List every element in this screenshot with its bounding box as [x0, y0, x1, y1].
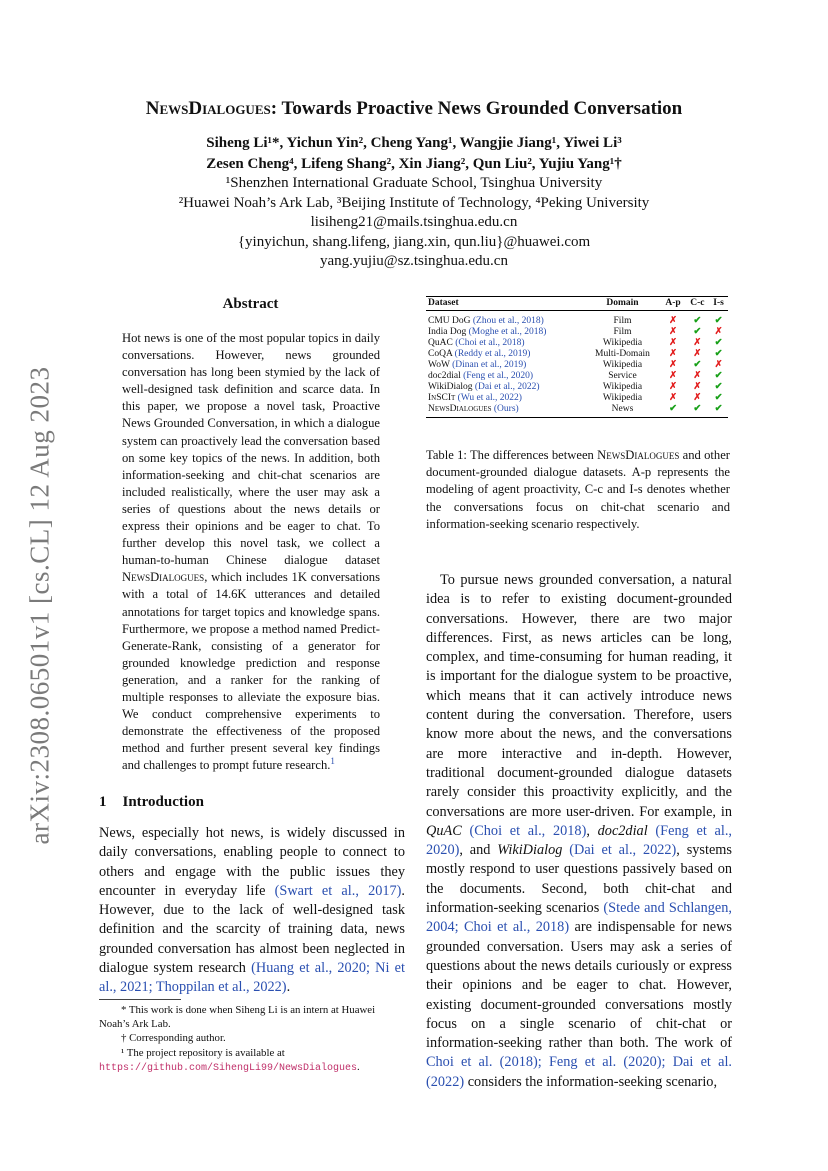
dataset-name: NewsDialogues	[122, 570, 205, 585]
table-row	[426, 382, 728, 393]
check-mark-icon: ✔	[686, 404, 710, 418]
dataset-cell	[426, 382, 584, 393]
check-mark-icon: ✔	[714, 349, 723, 359]
cross-mark-icon: ✗	[693, 338, 702, 348]
cross-mark-icon: ✗	[669, 371, 678, 381]
table-row	[426, 404, 728, 418]
table-header-cc: C-c	[686, 297, 710, 311]
abstract-body: Hot news is one of the most popular topics in daily conversations. However, news grounded conversation has long been stymied by the lack of well-designed task definition and scarce data. In this paper, we propose a novel task, Proactive News Grounded Conversation, in which a dialogue system can proactively lead the conversation based on some key topics of the news. In addition, both information-seeking and chit-chat scenarios are included realistically, where the user may ask a series of questions about the news details or express their opinions and be eager to chat. To further develop this novel task, we collect a human-to-human Chinese dialogue dataset NewsDialogues, which includes 1K conversations with a total of 14.6K utterances and detailed annotations for target topics and knowledge spans. Furthermore, we propose a method named Predict-Generate-Rank, consisting of a generator for grounded knowledge prediction and response generation, and a ranker for the ranking of multiple responses to alleviate the exposure bias. We conduct comprehensive experiments to demonstrate the effectiveness of the proposed method and further present several key findings and challenges to prompt future research.$^1$	[122, 331, 380, 773]
cross-mark-icon: ✗	[714, 360, 723, 370]
section-heading-introduction: 1 Introduction	[99, 794, 204, 810]
cross-mark-icon: ✗	[693, 349, 702, 359]
dataset-name-cell: CoQA	[428, 349, 453, 359]
domain-cell: Film	[613, 316, 632, 326]
dataset-cell	[426, 349, 584, 360]
email-line: {yinyichun, shang.lifeng, jiang.xin, qun.liu}@huawei.com	[237, 233, 591, 250]
citation-link[interactable]: (Dai et al., 2022)	[562, 842, 677, 859]
citation-link[interactable]: (Moghe et al., 2018)	[468, 327, 547, 337]
affiliation-line: ¹Shenzhen International Graduate School, Tsinghua University	[225, 175, 603, 191]
abstract-heading: Abstract	[222, 296, 279, 312]
title-dataset-name: NewsDialogues	[145, 98, 271, 119]
citation-link[interactable]: (Zhou et al., 2018)	[472, 316, 544, 326]
dataset-name-cell: WikiDialog	[428, 382, 473, 392]
email-line: lisiheng21@mails.tsinghua.edu.cn	[310, 214, 518, 230]
citation-link[interactable]: (Swart et al., 2017)	[274, 882, 402, 899]
dataset-name-cell: InSCIt	[428, 393, 456, 403]
domain-cell: Wikipedia	[602, 338, 643, 348]
domain-cell: Service	[608, 371, 637, 381]
domain-cell: Wikipedia	[602, 382, 643, 392]
cross-mark-icon: ✗	[693, 393, 702, 403]
domain-cell: Multi-Domain	[595, 349, 650, 359]
table-row	[426, 311, 728, 328]
citation-link[interactable]: (Stede and Schlangen, 2004; Choi et al., 2018)	[426, 900, 732, 936]
table-row	[426, 393, 728, 404]
citation-link[interactable]: (Dinan et al., 2019)	[452, 360, 527, 370]
dataset-name-cell: India Dog	[428, 327, 467, 337]
cross-mark-icon: ✗	[669, 360, 678, 370]
dataset-name-cell: CMU DoG	[428, 316, 471, 326]
dataset-name: NewsDialogues	[597, 448, 680, 462]
footnote-intern: * This work is done when Siheng Li is an intern at Huawei Noah’s Ark Lab.	[99, 1004, 376, 1031]
check-mark-icon: ✔	[714, 338, 723, 348]
introduction-paragraph-2: To pursue news grounded conversation, a natural idea is to refer to existing document-grounded conversations. However, there are two major differences. First, as news articles can be long, complex, and time-consuming for human reading, it is important for the dialogue system to be proactive, which means that it can actively introduce news content during the conversation. Therefore, users know more about the news, and the conversations are more interactive and in-depth. However, traditional document-grounded dialogue datasets rarely consider this proactivity explicitly, and the conversations are more user-driven. For example, in QuAC (Choi et al., 2018), doc2dial (Feng et al., 2020), and WikiDialog (Dai et al., 2022), systems mostly respond to user questions passively based on the documents. Second, both chit-chat and information-seeking scenarios (Stede and Schlangen, 2004; Choi et al., 2018) are indispensable for news grounded conversation. Users may ask a series of questions about the news details curiously or express their opinions and be eager to chat. However, existing document-grounded conversations mostly focus on a single scenario of chit-chat or information-seeking rather than both. The work of Choi et al. (2018); Feng et al. (2020); Dai et al. (2022) considers the information-seeking scenario,	[426, 572, 732, 1090]
cross-mark-icon: ✗	[669, 327, 678, 337]
author-line-2: Zesen Cheng⁴, Lifeng Shang², Xin Jiang², Qun Liu², Yujiu Yang¹†	[206, 156, 622, 172]
cross-mark-icon: ✗	[714, 327, 723, 337]
citation-link[interactable]: Choi et al. (2018); Feng et al. (2020); Dai et al. (2022)	[426, 1054, 732, 1090]
arxiv-watermark: arXiv:2308.06501v1 [cs.CL] 12 Aug 2023	[24, 366, 55, 844]
author-line-1: Siheng Li¹*, Yichun Yin², Cheng Yang¹, Wangjie Jiang¹, Yiwei Li³	[206, 135, 622, 151]
footnote-corresponding: † Corresponding author.	[121, 1032, 226, 1045]
check-mark-icon: ✔	[693, 360, 702, 370]
check-mark-icon: ✔	[693, 327, 702, 337]
citation-link[interactable]: (Feng et al., 2020)	[426, 822, 732, 859]
title-rest: : Towards Proactive News Grounded Conversation	[270, 98, 683, 119]
domain-cell: Wikipedia	[602, 393, 643, 403]
dataset-cell	[426, 393, 584, 404]
dataset-cell	[426, 404, 584, 418]
citation-link[interactable]: (Choi et al., 2018)	[455, 338, 525, 348]
citation-link[interactable]: (Wu et al., 2022)	[457, 393, 522, 403]
table-header-dataset: Dataset	[426, 297, 584, 311]
check-mark-icon: ✔	[714, 371, 723, 381]
check-mark-icon: ✔	[709, 404, 728, 418]
cross-mark-icon: ✗	[669, 349, 678, 359]
domain-cell: Wikipedia	[602, 360, 643, 370]
check-mark-icon: ✔	[714, 316, 723, 326]
comparison-table	[426, 296, 728, 418]
table-header-is: I-s	[709, 297, 728, 311]
introduction-paragraph: News, especially hot news, is widely discussed in daily conversations, enabling people to connect to others and engage with the public issues they encounter in everyday life (Swart et al., 2017). However, due to the lack of well-designed task definition and the scarcity of training data, news grounded conversation has almost been neglected in dialogue system research (Huang et al., 2020; Ni et al., 2021; Thoppilan et al., 2022).	[99, 825, 405, 996]
check-mark-icon: ✔	[661, 404, 686, 418]
footnote-repo: ¹ The project repository is available at https://github.com/SihengLi99/NewsDialogues.	[99, 1046, 360, 1074]
dataset-cell	[426, 327, 584, 338]
cross-mark-icon: ✗	[669, 393, 678, 403]
dataset-name-cell: QuAC	[428, 338, 453, 348]
dataset-cell	[426, 311, 584, 328]
cross-mark-icon: ✗	[693, 382, 702, 392]
check-mark-icon: ✔	[714, 382, 723, 392]
table-row	[426, 338, 728, 349]
table-row	[426, 360, 728, 371]
email-line: yang.yujiu@sz.tsinghua.edu.cn	[320, 253, 508, 269]
dataset-italic: WikiDialog	[497, 842, 563, 859]
cross-mark-icon: ✗	[669, 316, 678, 326]
table-caption: Table 1: The differences between NewsDialogues and other document-grounded dialogue datasets. A-p represents the modeling of agent proactivity, C-c and I-s denotes whether the conversations focus on chit-chat scenario and information-seeking scenario respectively.	[426, 448, 731, 531]
dataset-italic: QuAC	[426, 822, 462, 839]
dataset-name-cell: doc2dial	[428, 371, 461, 381]
cross-mark-icon: ✗	[669, 338, 678, 348]
cross-mark-icon: ✗	[669, 382, 678, 392]
domain-cell: Film	[613, 327, 632, 337]
repo-url-link[interactable]: https://github.com/SihengLi99/NewsDialogues	[99, 1062, 358, 1074]
dataset-cell	[426, 338, 584, 349]
footnote-link[interactable]: 1	[330, 756, 335, 767]
dataset-cell	[426, 360, 584, 371]
citation-link[interactable]: (Huang et al., 2020; Ni et al., 2021; Thoppilan et al., 2022)	[99, 960, 405, 996]
dataset-name-cell: WoW	[428, 360, 450, 370]
check-mark-icon: ✔	[714, 393, 723, 403]
check-mark-icon: ✔	[693, 316, 702, 326]
dataset-cell	[426, 371, 584, 382]
table-row	[426, 371, 728, 382]
domain-cell: News	[584, 404, 660, 418]
citation-link[interactable]: (Dai et al., 2022)	[474, 382, 540, 392]
affiliation-line: ²Huawei Noah’s Ark Lab, ³Beijing Institute of Technology, ⁴Peking University	[178, 194, 650, 211]
dataset-italic: doc2dial	[597, 822, 648, 839]
citation-link[interactable]: (Reddy et al., 2019)	[454, 349, 531, 359]
dataset-name-cell: NewsDialogues	[428, 404, 492, 414]
citation-link[interactable]: (Feng et al., 2020)	[463, 371, 534, 381]
table-row	[426, 327, 728, 338]
citation-link[interactable]: (Choi et al., 2018)	[461, 822, 587, 839]
table-body	[426, 311, 728, 418]
author-list	[0, 133, 828, 175]
citation-link[interactable]: (Ours)	[493, 404, 519, 414]
footnote-divider	[99, 999, 181, 1000]
footnotes	[99, 1003, 405, 1076]
table-header-domain: Domain	[584, 297, 660, 311]
table-header-ap: A-p	[661, 297, 686, 311]
cross-mark-icon: ✗	[693, 371, 702, 381]
paper-title	[0, 98, 828, 120]
table-row	[426, 349, 728, 360]
affiliations	[0, 174, 828, 272]
